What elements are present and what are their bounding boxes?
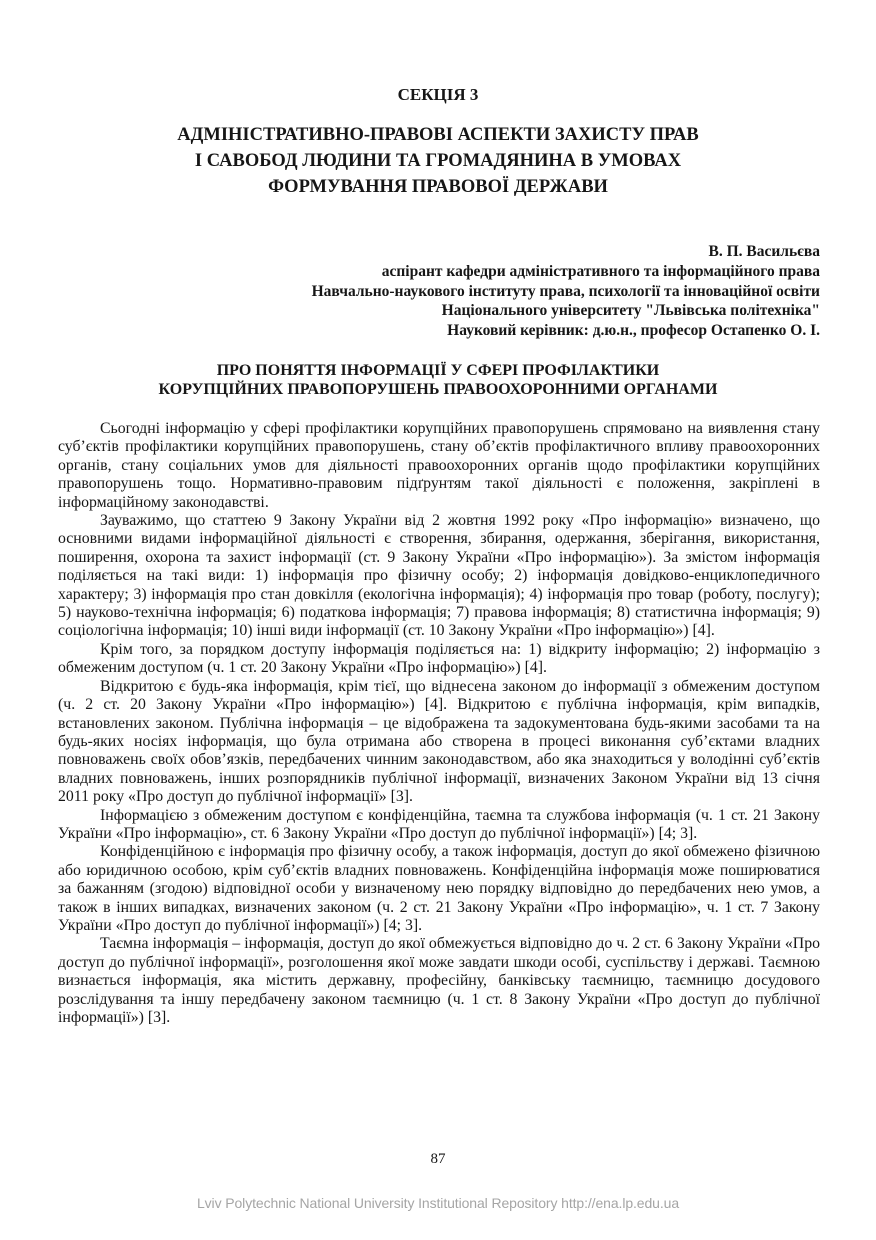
author-position: аспірант кафедри адміністративного та інформаційного права [381,262,820,280]
section-subheading-line-1: АДМІНІСТРАТИВНО-ПРАВОВІ АСПЕКТИ ЗАХИСТУ ПРАВ [177,125,699,145]
section-heading: СЕКЦІЯ 3 [397,85,479,104]
author-block [312,242,820,341]
body-paragraph-5: Інформацією з обмеженим доступом є конфіденційна, таємна та службова інформація (ч. 1 ст. 21 Закону України «Про інформацію», ст. 6 Закону України «Про доступ до публічної інформації») [4; 3]. [58,806,820,842]
article-title [0,361,876,399]
author-university: Національного університету "Львівська політехніка" [441,302,820,320]
article-body [58,420,820,1027]
section-subheading-line-3: ФОРМУВАННЯ ПРАВОВОЇ ДЕРЖАВИ [268,177,608,197]
section-subheading-line-2: І САВОБОД ЛЮДИНИ ТА ГРОМАДЯНИНА В УМОВАХ [194,151,682,171]
body-paragraph-7: Таємна інформація – інформація, доступ до якої обмежується відповідно до ч. 2 ст. 6 Закону України «Про доступ до публічної інформації», розголошення якої може завдати шкоди особі, суспільству і державі. Таємною визнається інформація, яка містить державну, професійну, банківську таємницю, таємницю досудового розслідування та іншу передбачену законом таємницю (ч. 1 ст. 8 Закону України «Про доступ до публічної інформації») [3]. [58,935,820,1026]
author-institute: Навчально-наукового інституту права, психології та інноваційної освіти [311,282,820,300]
article-title-line-1: ПРО ПОНЯТТЯ ІНФОРМАЦІЇ У СФЕРІ ПРОФІЛАКТИКИ [216,362,660,379]
page-number: 87 [430,1151,446,1167]
author-name: В. П. Васильєва [708,243,820,260]
body-paragraph-6: Конфіденційною є інформація про фізичну особу, а також інформація, доступ до якої обмежено фізичною або юридичною особою, крім суб’єктів владних повноважень. Конфіденційна інформація може поширюватися за бажанням (згодою) відповідної особи у визначеному нею порядку відповідно до передбачених нею умов, а також в інших випадках, визначених законом (ч. 2 ст. 21 Закону України «Про інформацію», ч. 1 ст. 7 Закону України «Про доступ до публічної інформації») [4; 3]. [58,843,820,934]
section-subheading [0,122,876,200]
body-paragraph-1: Сьогодні інформацію у сфері профілактики корупційних правопорушень спрямовано на виявлення стану суб’єктів профілактики корупційних правопорушень, стану об’єктів профілактичного впливу правоохоронних органів, стану соціальних умов для діяльності правоохоронних органів щодо профілактики корупційних правопорушень тощо. Нормативно-правовим підґрунтям такої діяльності є положення, закріплені в інформаційному законодавстві. [58,420,820,511]
article-title-line-2: КОРУПЦІЙНИХ ПРАВОПОРУШЕНЬ ПРАВООХОРОННИМИ ОРГАНАМИ [158,381,718,398]
repository-footer: Lviv Polytechnic National University Institutional Repository http://ena.lp.edu.ua [196,1195,680,1211]
body-paragraph-2: Зауважимо, що статтею 9 Закону України від 2 жовтня 1992 року «Про інформацію» визначено, що основними видами інформаційної діяльності є створення, збирання, одержання, зберігання, використання, поширення, охорона та захист інформації (ст. 9 Закону України «Про інформацію»). За змістом інформація поділяється на такі види: 1) інформація про фізичну особу; 2) інформація довідково-енциклопедичного характеру; 3) інформація про стан довкілля (екологічна інформація); 4) інформація про товар (роботу, послугу); 5) науково-технічна інформація; 6) податкова інформація; 7) правова інформація; 8) статистична інформація; 9) соціологічна інформація; 10) інші види інформації (ст. 10 Закону України «Про інформацію») [4]. [58,512,820,640]
body-paragraph-3: Крім того, за порядком доступу інформація поділяється на: 1) відкриту інформацію; 2) інформацію з обмеженим доступом (ч. 1 ст. 20 Закону України «Про інформацію») [4]. [58,640,820,677]
supervisor-line: Науковий керівник: д.ю.н., професор Остапенко О. І. [447,322,820,340]
body-paragraph-4: Відкритою є будь-яка інформація, крім тієї, що віднесена законом до інформації з обмеженим доступом (ч. 2 ст. 20 Закону України «Про інформацію») [4]. Відкритою є публічна інформація, крім випадків, встановлених законом. Публічна інформація – це відображена та задокументована будь-якими засобами та на будь-яких носіях інформація, що була отримана або створена в процесі виконання суб’єктами владних повноважень своїх обов’язків, передбачених чинним законодавством, або яка знаходиться у володінні суб’єктів владних повноважень, інших розпорядників публічної інформації, визначених Законом України від 13 січня 2011 року «Про доступ до публічної інформації» [3]. [58,677,820,806]
